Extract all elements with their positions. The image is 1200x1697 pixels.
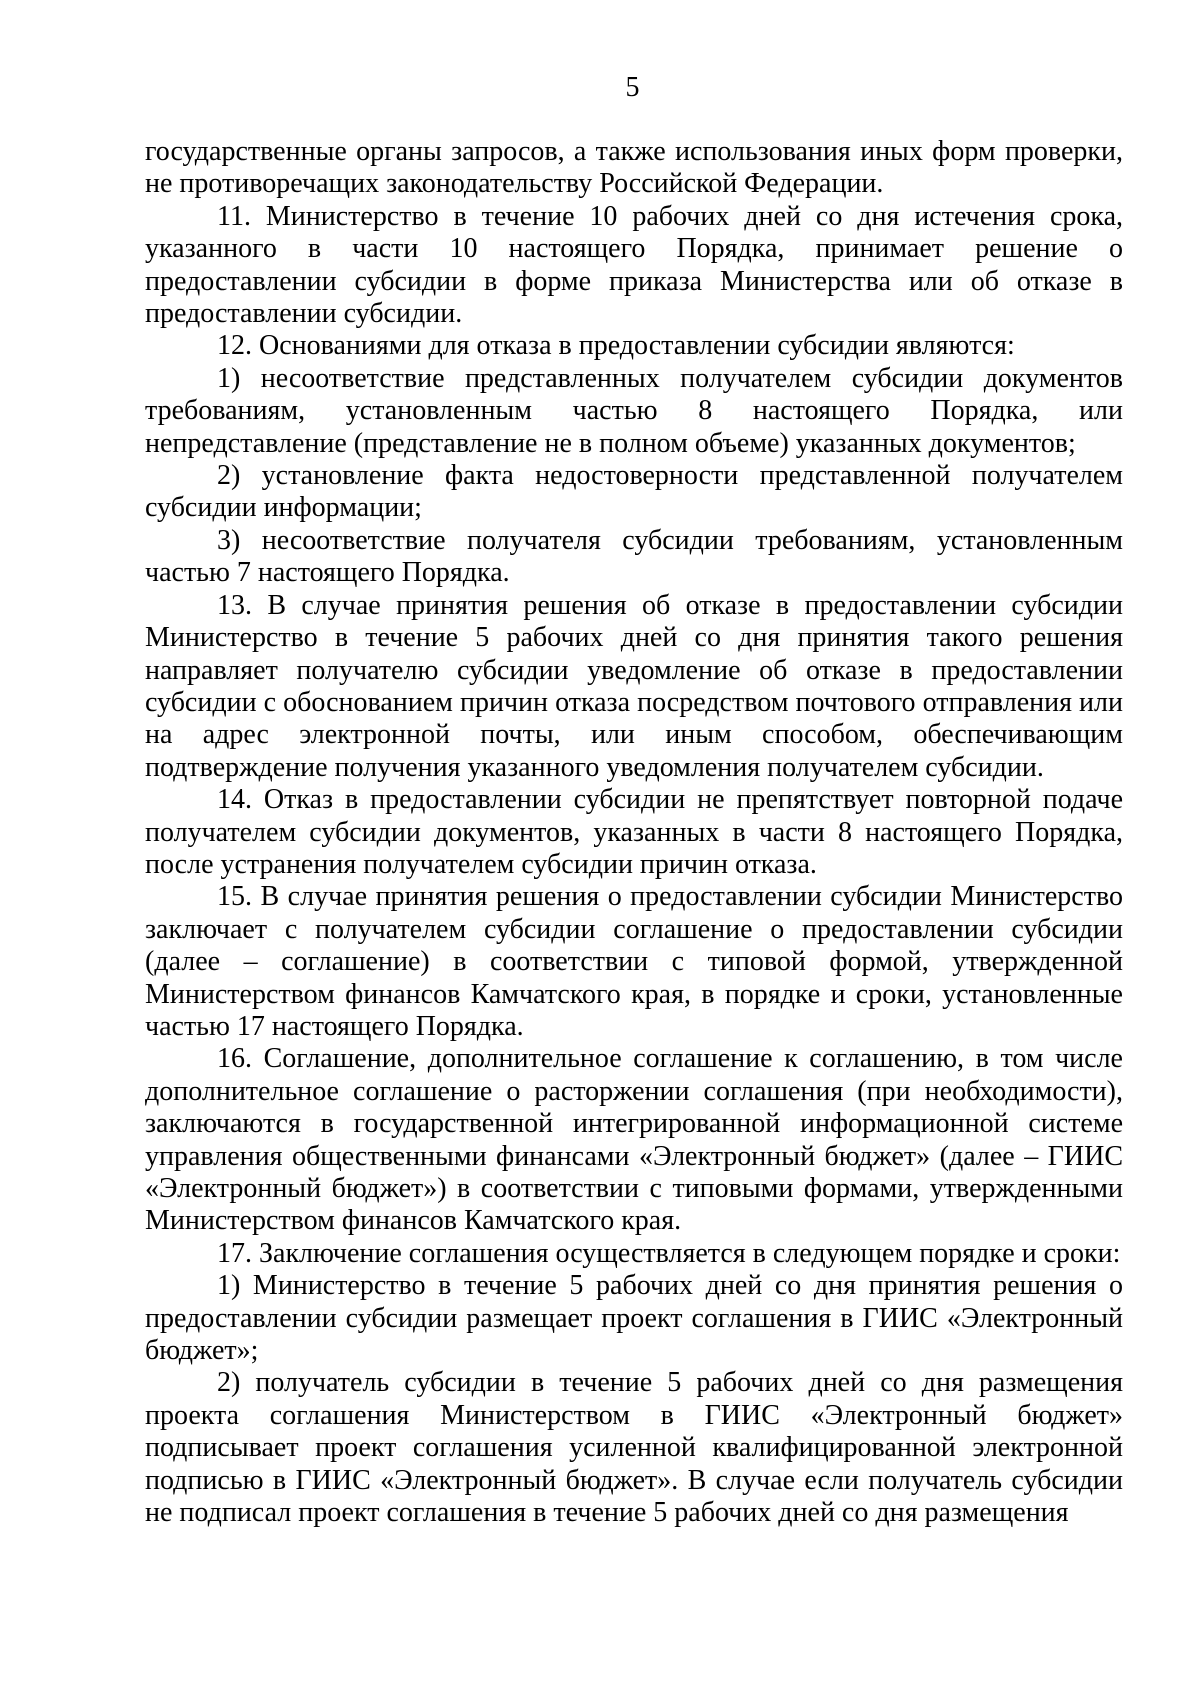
paragraph-13: 13. В случае принятия решения об отказе в предоставлении субсидии Министерство в течение 5 рабочих дней со дня принятия такого решения направляет получателю субсидии уведомление об отказе в предоставлении субсидии с обоснованием причин отказа посредством почтового отправления или на адрес электронной почты, или иным способом, обеспечивающим подтверждение получения указанного уведомления получателем субсидии. xyxy=(145,589,1123,783)
paragraph-15: 15. В случае принятия решения о предоставлении субсидии Министерство заключает с получателем субсидии соглашение о предоставлении субсидии (далее – соглашение) в соответствии с типовой формой, утвержденной Министерством финансов Камчатского края, в порядке и сроки, установленные частью 17 настоящего Порядка. xyxy=(145,881,1123,1042)
paragraph-16: 16. Соглашение, дополнительное соглашение к соглашению, в том числе дополнительное соглашение о расторжении соглашения (при необходимости), заключаются в государственной интегрированной информационной системе управления общественными финансами «Электронный бюджет» (далее – ГИИС «Электронный бюджет») в соответствии с типовыми формами, утвержденными Министерством финансов Камчатского края. xyxy=(145,1043,1123,1237)
paragraph-12-item-1: 1) несоответствие представленных получателем субсидии документов требованиям, установленным частью 8 настоящего Порядка, или непредставление (представление не в полном объеме) указанных документов; xyxy=(145,362,1123,459)
page-number: 5 xyxy=(625,72,640,103)
paragraph-12-item-2: 2) установление факта недостоверности представленной получателем субсидии информации; xyxy=(145,460,1123,524)
paragraph-12: 12. Основаниями для отказа в предоставлении субсидии являются: xyxy=(217,330,1015,362)
paragraph-continuation: государственные органы запросов, а также использования иных форм проверки, не противоречащих законодательству Российской Федерации. xyxy=(145,136,1123,200)
paragraph-11: 11. Министерство в течение 10 рабочих дней со дня истечения срока, указанного в части 10 настоящего Порядка, принимает решение о предоставлении субсидии в форме приказа Министерства или об отказе в предоставлении субсидии. xyxy=(145,200,1123,330)
paragraph-17: 17. Заключение соглашения осуществляется в следующем порядке и сроки: xyxy=(217,1237,1121,1269)
paragraph-12-item-3: 3) несоответствие получателя субсидии требованиям, установленным частью 7 настоящего Порядка. xyxy=(145,524,1123,589)
paragraph-17-item-2: 2) получатель субсидии в течение 5 рабочих дней со дня размещения проекта соглашения Министерством в ГИИС «Электронный бюджет» подписывает проект соглашения усиленной квалифицированной электронной подписью в ГИИС «Электронный бюджет». В случае если получатель субсидии не подписал проект соглашения в течение 5 рабочих дней со дня размещения xyxy=(145,1367,1123,1529)
paragraph-14: 14. Отказ в предоставлении субсидии не препятствует повторной подаче получателем субсидии документов, указанных в части 8 настоящего Порядка, после устранения получателем субсидии причин отказа. xyxy=(145,784,1123,880)
paragraph-17-item-1: 1) Министерство в течение 5 рабочих дней со дня принятия решения о предоставлении субсидии размещает проект соглашения в ГИИС «Электронный бюджет»; xyxy=(145,1270,1123,1367)
document-body xyxy=(145,136,1123,1529)
